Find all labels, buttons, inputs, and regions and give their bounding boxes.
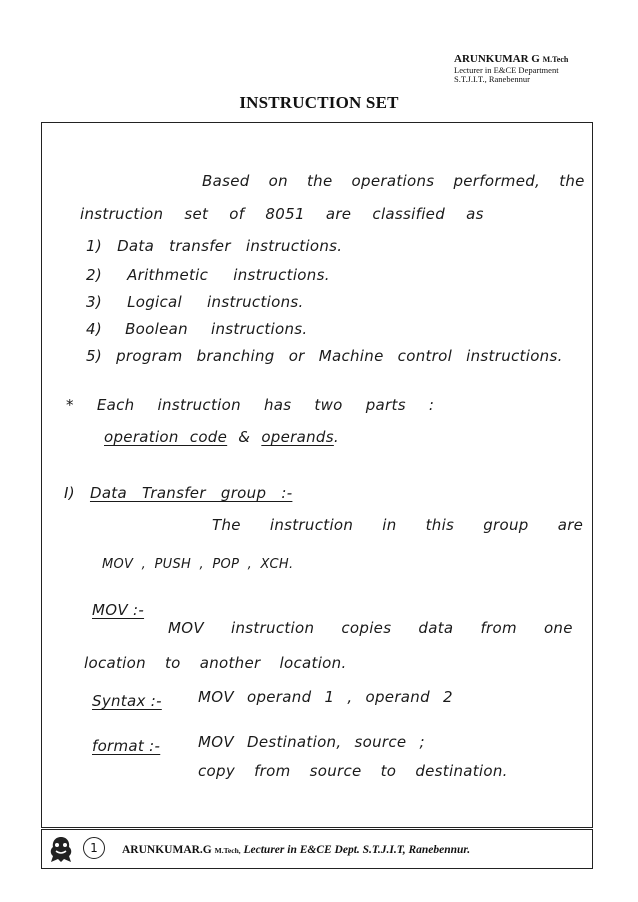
content-frame	[41, 122, 593, 828]
author-header	[454, 53, 634, 85]
period-text: .	[333, 428, 339, 446]
group-line-2: MOV , PUSH , POP , XCH.	[102, 557, 294, 572]
list-item-3: 3) Logical instructions.	[86, 293, 304, 311]
list-item-4: 4) Boolean instructions.	[86, 320, 308, 338]
list-item-5: 5) program branching or Machine control instructions.	[86, 347, 563, 365]
syntax-label: Syntax :-	[92, 692, 162, 710]
page-number: 1	[83, 837, 105, 859]
parts-line-2	[104, 428, 339, 446]
syntax-text: MOV operand 1 , operand 2	[198, 688, 453, 706]
group-line-1: The instruction in this group are	[212, 516, 584, 534]
operands-text: operands	[261, 428, 334, 446]
author-degree: M.Tech	[542, 55, 569, 64]
amp-text: &	[238, 428, 251, 446]
format-label: format :-	[92, 737, 161, 755]
footer	[41, 829, 593, 869]
list-item-2: 2) Arithmetic instructions.	[86, 266, 330, 284]
intro-line-1: Based on the operations performed, the	[202, 172, 585, 190]
author-name: ARUNKUMAR G M.Tech	[454, 53, 569, 65]
footer-degree: M.Tech,	[214, 846, 241, 855]
section-heading	[64, 484, 292, 502]
page-title: INSTRUCTION SET	[239, 93, 399, 112]
parts-line-1: * Each instruction has two parts :	[66, 396, 435, 414]
footer-credit	[122, 844, 470, 856]
section-title: Data Transfer group :-	[89, 484, 293, 502]
section-number: I)	[64, 484, 75, 502]
format-line-2: copy from source to destination.	[198, 762, 508, 780]
list-item-1: 1) Data transfer instructions.	[86, 237, 343, 255]
mov-line-1: MOV instruction copies data from one	[168, 619, 573, 637]
author-designation: Lecturer in E&CE Department	[454, 64, 559, 75]
footer-name: ARUNKUMAR.G	[122, 844, 212, 856]
opcode-text: operation code	[104, 428, 228, 446]
intro-line-2: instruction set of 8051 are classified as	[80, 205, 484, 223]
author-institution: S.T.J.I.T., Ranebennur	[454, 74, 530, 85]
institution-logo-icon	[46, 834, 76, 864]
mov-line-2: location to another location.	[84, 654, 347, 672]
mov-heading: MOV :-	[92, 601, 145, 619]
format-text: MOV Destination, source ;	[198, 733, 425, 751]
footer-designation: Lecturer in E&CE Dept. S.T.J.I.T, Ranebennur.	[243, 844, 471, 856]
